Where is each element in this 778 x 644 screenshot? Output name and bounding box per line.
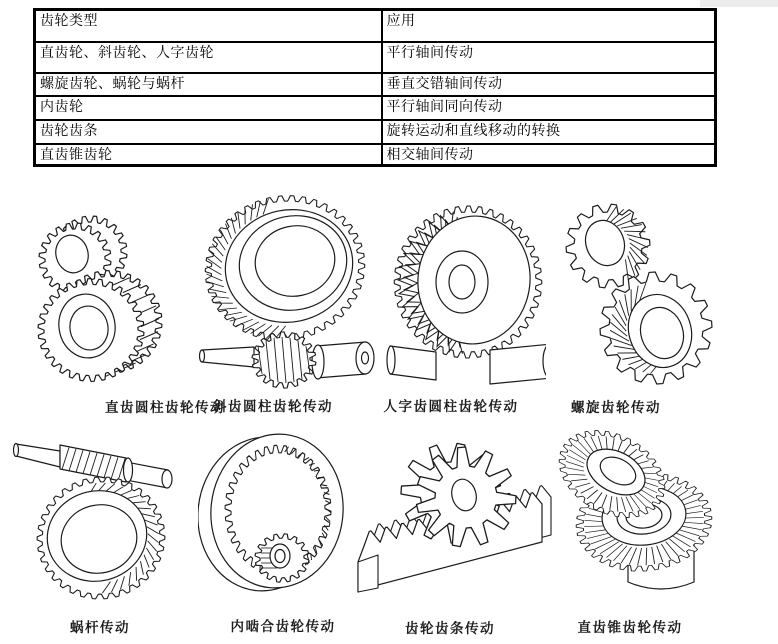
figure-caption: 蜗杆传动 (70, 620, 130, 635)
figure-internal-gear (198, 430, 353, 602)
figure-helical-cylindrical-gear (196, 190, 376, 400)
table-cell-gear-type: 直齿轮、斜齿轮、人字齿轮 (35, 42, 382, 73)
table-cell-application: 旋转运动和直线移动的转换 (382, 120, 716, 144)
figure-bevel-gears (556, 424, 746, 606)
table-cell-gear-type: 内齿轮 (35, 96, 382, 120)
figure-worm-drive (8, 432, 193, 612)
gear-types-table (33, 8, 717, 167)
table-row (35, 42, 716, 73)
table-row (35, 73, 716, 96)
figure-spur-gear-pair (25, 196, 200, 391)
figure-caption: 内啮合齿轮传动 (230, 619, 336, 634)
table-row (35, 96, 716, 120)
table-cell-application: 平行轴间传动 (382, 42, 716, 73)
figure-crossed-helical-gears (556, 198, 721, 390)
figure-caption: 螺旋齿轮传动 (571, 400, 661, 415)
table-row (35, 144, 716, 166)
table-cell-gear-type: 螺旋齿轮、蜗轮与蜗杆 (35, 73, 382, 96)
figure-caption: 人字齿圆柱齿轮传动 (383, 399, 519, 414)
table-header-row (35, 10, 716, 42)
table-cell-application: 平行轴间同向传动 (382, 96, 716, 120)
table-header-gear-type: 齿轮类型 (35, 10, 382, 42)
table-header-application: 应用 (382, 10, 716, 42)
figure-caption: 直齿圆柱齿轮传动 (105, 400, 225, 415)
figure-caption: 齿轮齿条传动 (405, 621, 495, 636)
figure-herringbone-gear (386, 196, 546, 391)
scan-artifact (700, 0, 778, 7)
table-row (35, 120, 716, 144)
figure-caption: 直齿锥齿轮传动 (577, 620, 683, 635)
figure-caption: 斜齿圆柱齿轮传动 (213, 399, 333, 414)
table-cell-gear-type: 齿轮齿条 (35, 120, 382, 144)
table-cell-application: 垂直交错轴间传动 (382, 73, 716, 96)
table-cell-application: 相交轴间传动 (382, 144, 716, 166)
figure-rack-and-pinion (352, 442, 552, 607)
table-cell-gear-type: 直齿锥齿轮 (35, 144, 382, 166)
